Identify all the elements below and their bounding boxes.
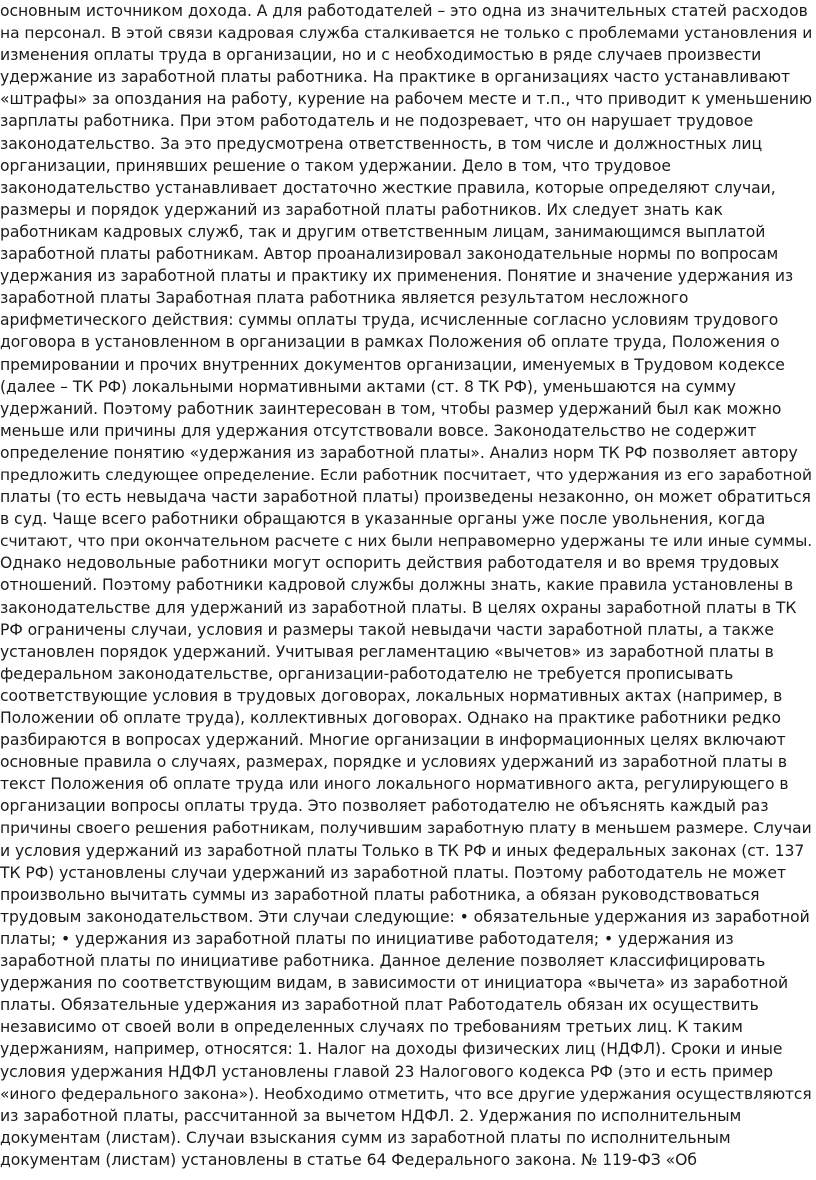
text-line: из заработной платы, рассчитанной за вычетом НДФЛ. 2. Удержания по исполнительным [0,1106,742,1125]
text-line: законодательство устанавливает достаточно жесткие правила, которые определяют случаи, [0,178,776,197]
text-line: соответствующие условия в трудовых договорах, локальных нормативных актах (например, в [0,686,783,705]
text-line: размеры и порядок удержаний из заработной платы работников. Их следует знать как [0,200,723,219]
text-line: зарплаты работника. При этом работодатель и не подозревает, что он нарушает трудовое [0,112,754,131]
text-line: Однако недовольные работники могут оспорить действия работодателя и во время трудовых [0,554,780,573]
text-line: удержаний. Поэтому работник заинтересован в том, чтобы размер удержаний был как можно [0,399,782,418]
text-line: определение понятию «удержания из заработной платы». Анализ норм ТК РФ позволяет автору [0,443,798,462]
text-line: РФ ограничены случаи, условия и размеры такой невыдачи части заработной платы, а также [0,620,774,639]
text-line: (далее – ТК РФ) локальными нормативными актами (ст. 8 ТК РФ), уменьшаются на сумму [0,377,736,396]
text-line: организации вопросы оплаты труда. Это позволяет работодателю не объяснять каждый раз [0,797,769,816]
text-line: заработной платы работникам. Автор проанализировал законодательные нормы по вопросам [0,245,779,264]
text-line: изменения оплаты труда в организации, но и с необходимостью в ряде случаев произвести [0,46,762,65]
text-line: в суд. Чаще всего работники обращаются в указанные органы уже после увольнения, когда [0,510,766,529]
text-line: заработной платы по инициативе работника. Данное деление позволяет классифицировать [0,952,766,971]
text-line: условия удержания НДФЛ установлены главой 23 Налогового кодекса РФ (это и есть пример [0,1062,774,1081]
text-line: документам (листам) установлены в статье 64 Федерального закона. № 119-ФЗ «Об [0,1150,697,1169]
text-line: организации, принявших решение о таком удержании. Дело в том, что трудовое [0,156,671,175]
text-line: документам (листам). Случаи взыскания сумм из заработной платы по исполнительным [0,1128,731,1147]
text-line: и условия удержаний из заработной платы Только в ТК РФ и иных федеральных законах (ст. 137 [0,841,805,860]
text-line: основным источником дохода. А для работодателей – это одна из значительных статей расходов [0,2,808,20]
text-line: платы (то есть невыдача части заработной платы) произведены незаконно, он может обратиться [0,488,811,507]
text-line: арифметического действия: суммы оплаты труда, исчисленные согласно условиям трудового [0,311,779,330]
text-line: трудовым законодательством. Эти случаи следующие: • обязательные удержания из заработной [0,907,810,926]
text-line: основные правила о случаях, размерах, порядке и условиях удержаний из заработной платы в [0,753,788,772]
text-line: удержания из заработной платы и практику их применения. Понятие и значение удержания из [0,267,794,286]
text-line: федеральном законодательстве, организации-работодателю не требуется прописывать [0,664,734,683]
text-line: «иного федерального закона»). Необходимо отметить, что все другие удержания осуществляются [0,1084,812,1103]
text-line: причины своего решения работникам, получившим заработную плату в меньшем размере. Случаи [0,819,812,838]
text-line: платы. Обязательные удержания из заработной плат Работодатель обязан их осуществить [0,996,759,1015]
text-line: установлен порядок удержаний. Учитывая регламентацию «вычетов» из заработной платы в [0,642,774,661]
text-line: Положении об оплате труда), коллективных договорах. Однако на практике работники редко [0,709,781,727]
text-line: ТК РФ) установлены случаи удержаний из заработной платы. Поэтому работодатель не может [0,863,786,882]
text-line: работникам кадровых служб, так и другим ответственным лицам, занимающимся выплатой [0,222,766,241]
text-line: премировании и прочих внутренних документов организации, именуемых в Трудовом кодексе [0,355,785,374]
text-line: на персонал. В этой связи кадровая служба сталкивается не только с проблемами установления и [0,24,813,43]
text-line: предложить следующее определение. Если работник посчитает, что удержания из его заработной [0,465,812,484]
text-line: «штрафы» за опоздания на работу, курение на рабочем месте и т.п., что приводит к уменьшению [0,90,813,109]
text-line: произвольно вычитать суммы из заработной платы работника, а обязан руководствоваться [0,885,760,904]
text-line: удержаниям, например, относятся: 1. Налог на доходы физических лиц (НДФЛ). Сроки и иные [0,1040,783,1059]
text-line: независимо от своей воли в определенных случаях по требованиям третьих лиц. К таким [0,1018,743,1037]
text-line: разбираются в вопросах удержаний. Многие организации в информационных целях включают [0,731,786,750]
text-line: договора в установленном в организации в рамках Положения об оплате труда, Положения о [0,333,780,352]
text-line: заработной платы Заработная плата работника является результатом несложного [0,289,689,308]
text-line: текст Положения об оплате труда или иного локального нормативного акта, регулирующего в [0,775,789,794]
text-line: меньше или причины для удержания отсутствовали вовсе. Законодательство не содержит [0,421,757,440]
text-line: удержания по соответствующим видам, в зависимости от инициатора «вычета» из заработной [0,974,789,993]
text-line: платы; • удержания из заработной платы по инициативе работодателя; • удержания из [0,929,734,948]
text-line: законодательство. За это предусмотрена ответственность, в том числе и должностных лиц [0,134,763,153]
text-line: законодательстве для удержаний из заработной платы. В целях охраны заработной платы в ТК [0,598,797,617]
text-line: удержание из заработной платы работника. На практике в организациях часто устанавливают [0,68,791,87]
text-line: считают, что при окончательном расчете с них были неправомерно удержаны те или иные суммы. [0,532,813,551]
text-line: отношений. Поэтому работники кадровой службы должны знать, какие правила установлены в [0,576,794,595]
